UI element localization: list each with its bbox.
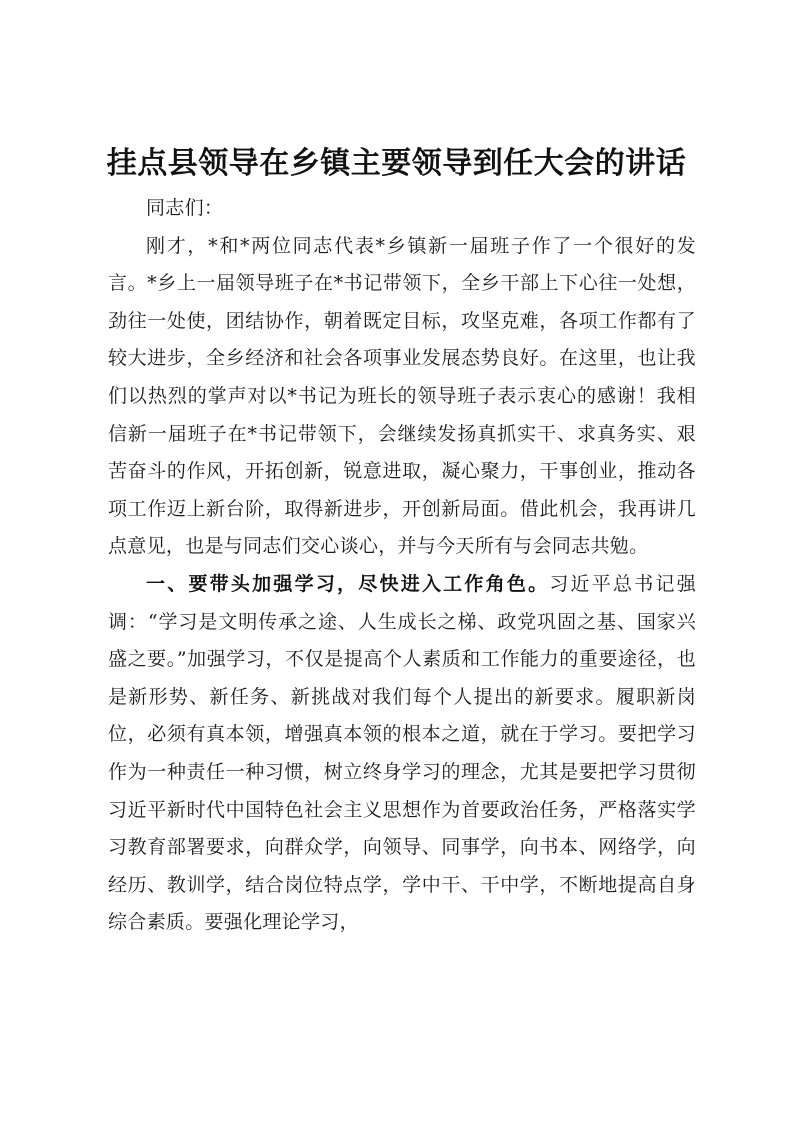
section-1-paragraph — [108, 566, 696, 942]
document-body — [108, 190, 696, 942]
document-title: 挂点县领导在乡镇主要领导到任大会的讲话 — [106, 146, 687, 181]
section-1-text: 习近平总书记强调：“学习是文明传承之途、人生成长之梯、政党巩固之基、国家兴盛之要。”加强学习，不仅是提高个人素质和工作能力的重要途径，也是新形势、新任务、新挑战对我们每个人提出的新要求。履职新岗位，必须有真本领，增强真本领的根本之道，就在于学习。要把学习作为一种责任一种习惯，树立终身学习的理念，尤其是要把学习贯彻习近平新时代中国特色社会主义思想作为首要政治任务，严格落实学习教育部署要求，向群众学，向领导、同事学，向书本、网络学，向经历、教训学，结合岗位特点学，学中干、干中学，不断地提高自身综合素质。要强化理论学习， — [108, 572, 696, 934]
paragraph-intro: 刚才，*和*两位同志代表*乡镇新一届班子作了一个很好的发言。*乡上一届领导班子在*书记带领下，全乡干部上下心往一处想，劲往一处使，团结协作，朝着既定目标，攻坚克难，各项工作都有了较大进步，全乡经济和社会各项事业发展态势良好。在这里，也让我们以热烈的掌声对以*书记为班长的领导班子表示衷心的感谢！我相信新一届班子在*书记带领下，会继续发扬真抓实干、求真务实、艰苦奋斗的作风，开拓创新，锐意进取，凝心聚力，干事创业，推动各项工作迈上新台阶，取得新进步，开创新局面。借此机会，我再讲几点意见，也是与同志们交心谈心，并与今天所有与会同志共勉。 — [108, 234, 696, 558]
salutation: 同志们： — [146, 197, 224, 219]
section-1-heading: 一、要带头加强学习，尽快进入工作角色。 — [146, 572, 550, 595]
